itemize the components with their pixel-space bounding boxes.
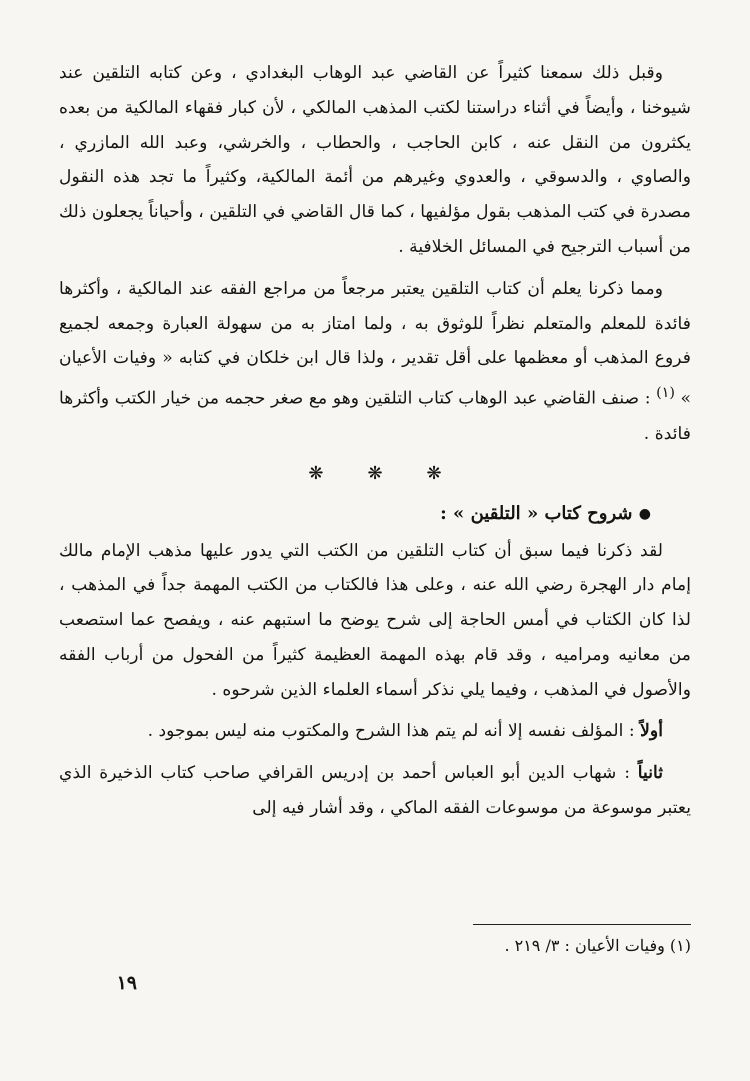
p1-line-2: عند شيوخنا ، وأيضاً في أثناء دراستنا لكتب المذهب المالكي ، لأن كبار فقهاء xyxy=(59,63,691,118)
p1-line-5: المالكية، وكثيراً ما تجد هذه النقول مصدرة في كتب المذهب بقول مؤلفيها ، كما xyxy=(59,167,692,223)
asterism-icon: ❋ xyxy=(367,462,383,484)
second-line-1: : شهاب الدين أبو العباس أحمد بن إدريس القرافي صاحب كتاب xyxy=(160,763,638,784)
p2-line-4-after: : صنف القاضي عبد الوهاب كتاب التلقين وهو xyxy=(332,388,657,409)
p3-line-5: الفحول من أرباب الفقه والأصول في المذهب ، وفيما يلي نذكر أسماء العلماء xyxy=(59,644,691,700)
asterism-icon: ❋ xyxy=(308,462,324,484)
main-text xyxy=(59,56,691,826)
p3-line-2: مالك إمام دار الهجرة رضي الله عنه ، وعلى هذا فالكتاب من الكتب المهمة جداً xyxy=(59,540,692,596)
paragraph-first-commentary xyxy=(59,714,691,749)
section-heading-text: شروح كتاب « التلقين » : xyxy=(440,502,633,524)
p1-line-4: وعبد الله المازري ، والصاوي ، والدسوقي ، والعدوي وغيرهم من أئمة xyxy=(59,132,691,188)
p2-line-2: وأكثرها فائدة للمعلم والمتعلم نظراً للوثوق به ، ولما امتاز به من سهولة العبارة xyxy=(59,278,691,334)
p2-line-1: ومما ذكرنا يعلم أن كتاب التلقين يعتبر مرجعاً من مراجع الفقه عند المالكية ، xyxy=(115,278,664,299)
section-heading xyxy=(59,494,651,534)
p2-line-3: وجمعه لجميع فروع المذهب أو معظمها على أقل تقدير ، ولذا قال ابن خلكان xyxy=(59,313,691,369)
p1-line-7: الخلافية . xyxy=(398,236,464,257)
footnote-divider xyxy=(473,924,691,925)
p1-line-1: وقبل ذلك سمعنا كثيراً عن القاضي عبد الوهاب البغدادي ، وعن كتابه التلقين xyxy=(92,63,663,83)
first-text: : المؤلف نفسه إلا أنه لم يتم هذا الشرح والمكتوب منه ليس بموجود . xyxy=(147,721,641,742)
p2-line-4-before: في كتابه « وفيات الأعيان » xyxy=(59,348,692,409)
section-separator xyxy=(59,454,691,494)
footnote: (١) وفيات الأعيان : ٣/ ٢١٩ . xyxy=(504,936,691,955)
page-number: ١٩ xyxy=(116,972,137,994)
p3-line-3: في المذهب ، لذا كان الكتاب في أمس الحاجة إلى شرح يوضح ما استبهم عنه ، xyxy=(59,575,691,631)
paragraph-1 xyxy=(59,56,691,265)
footnote-reference: (١) xyxy=(656,385,675,402)
bullet-icon: ● xyxy=(638,505,651,522)
p3-line-1: لقد ذكرنا فيما سبق أن كتاب التلقين من الكتب التي يدور عليها مذهب الإمام xyxy=(100,540,663,561)
second-line-2: الذخيرة الذي يعتبر موسوعة من موسوعات الفقه الماكي ، وقد أشار فيه إلى xyxy=(59,763,691,819)
paragraph-second-commentary xyxy=(59,756,691,826)
p3-line-4: ويفصح عما استصعب من معانيه ومراميه ، وقد قام بهذه المهمة العظيمة كثيراً من xyxy=(59,610,691,665)
paragraph-2 xyxy=(59,272,691,452)
p1-line-6: قال القاضي في التلقين ، وأحياناً يجعلون ذلك من أسباب الترجيح في المسائل xyxy=(59,202,691,257)
p2-line-5: مع صغر حجمه من خيار الكتب وأكثرها فائدة . xyxy=(59,388,691,444)
first-label: أولاً xyxy=(640,721,663,742)
second-label: ثانياً xyxy=(637,763,664,784)
paragraph-3 xyxy=(59,534,691,708)
p3-line-6: الذين شرحوه . xyxy=(211,679,318,700)
p1-line-3: المالكية من بعده يكثرون من النقل عنه ، كابن الحاجب ، والحطاب ، والخرشي، xyxy=(59,97,691,153)
asterism-icon: ❋ xyxy=(426,462,442,484)
